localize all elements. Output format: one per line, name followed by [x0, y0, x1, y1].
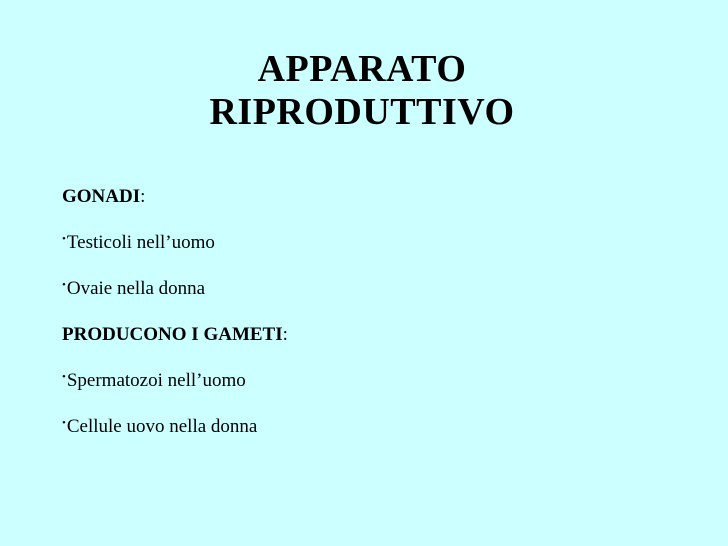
section-heading-text: GONADI	[62, 186, 141, 207]
heading-colon: :	[282, 324, 288, 345]
list-item	[62, 232, 702, 254]
bullet-icon: •	[62, 371, 66, 383]
bullet-icon: •	[62, 417, 66, 429]
section-heading-gameti	[62, 324, 702, 346]
heading-colon: :	[140, 186, 146, 207]
list-item	[62, 370, 702, 392]
list-item	[62, 416, 702, 438]
bullet-icon: •	[62, 279, 66, 291]
list-item	[62, 278, 702, 300]
section-heading-gonadi	[62, 186, 702, 208]
slide-title-line-1: APPARATO	[257, 48, 467, 90]
section-heading-text: PRODUCONO I GAMETI	[62, 324, 283, 345]
list-item-text: Spermatozoi nell’uomo	[66, 370, 246, 391]
slide-title	[160, 48, 564, 134]
list-item-text: Ovaie nella donna	[66, 278, 206, 299]
slide-title-line-2: RIPRODUTTIVO	[209, 91, 515, 133]
list-item-text: Testicoli nell’uomo	[66, 232, 215, 253]
slide-body	[62, 186, 702, 462]
list-item-text: Cellule uovo nella donna	[66, 416, 258, 437]
bullet-icon: •	[62, 233, 66, 245]
